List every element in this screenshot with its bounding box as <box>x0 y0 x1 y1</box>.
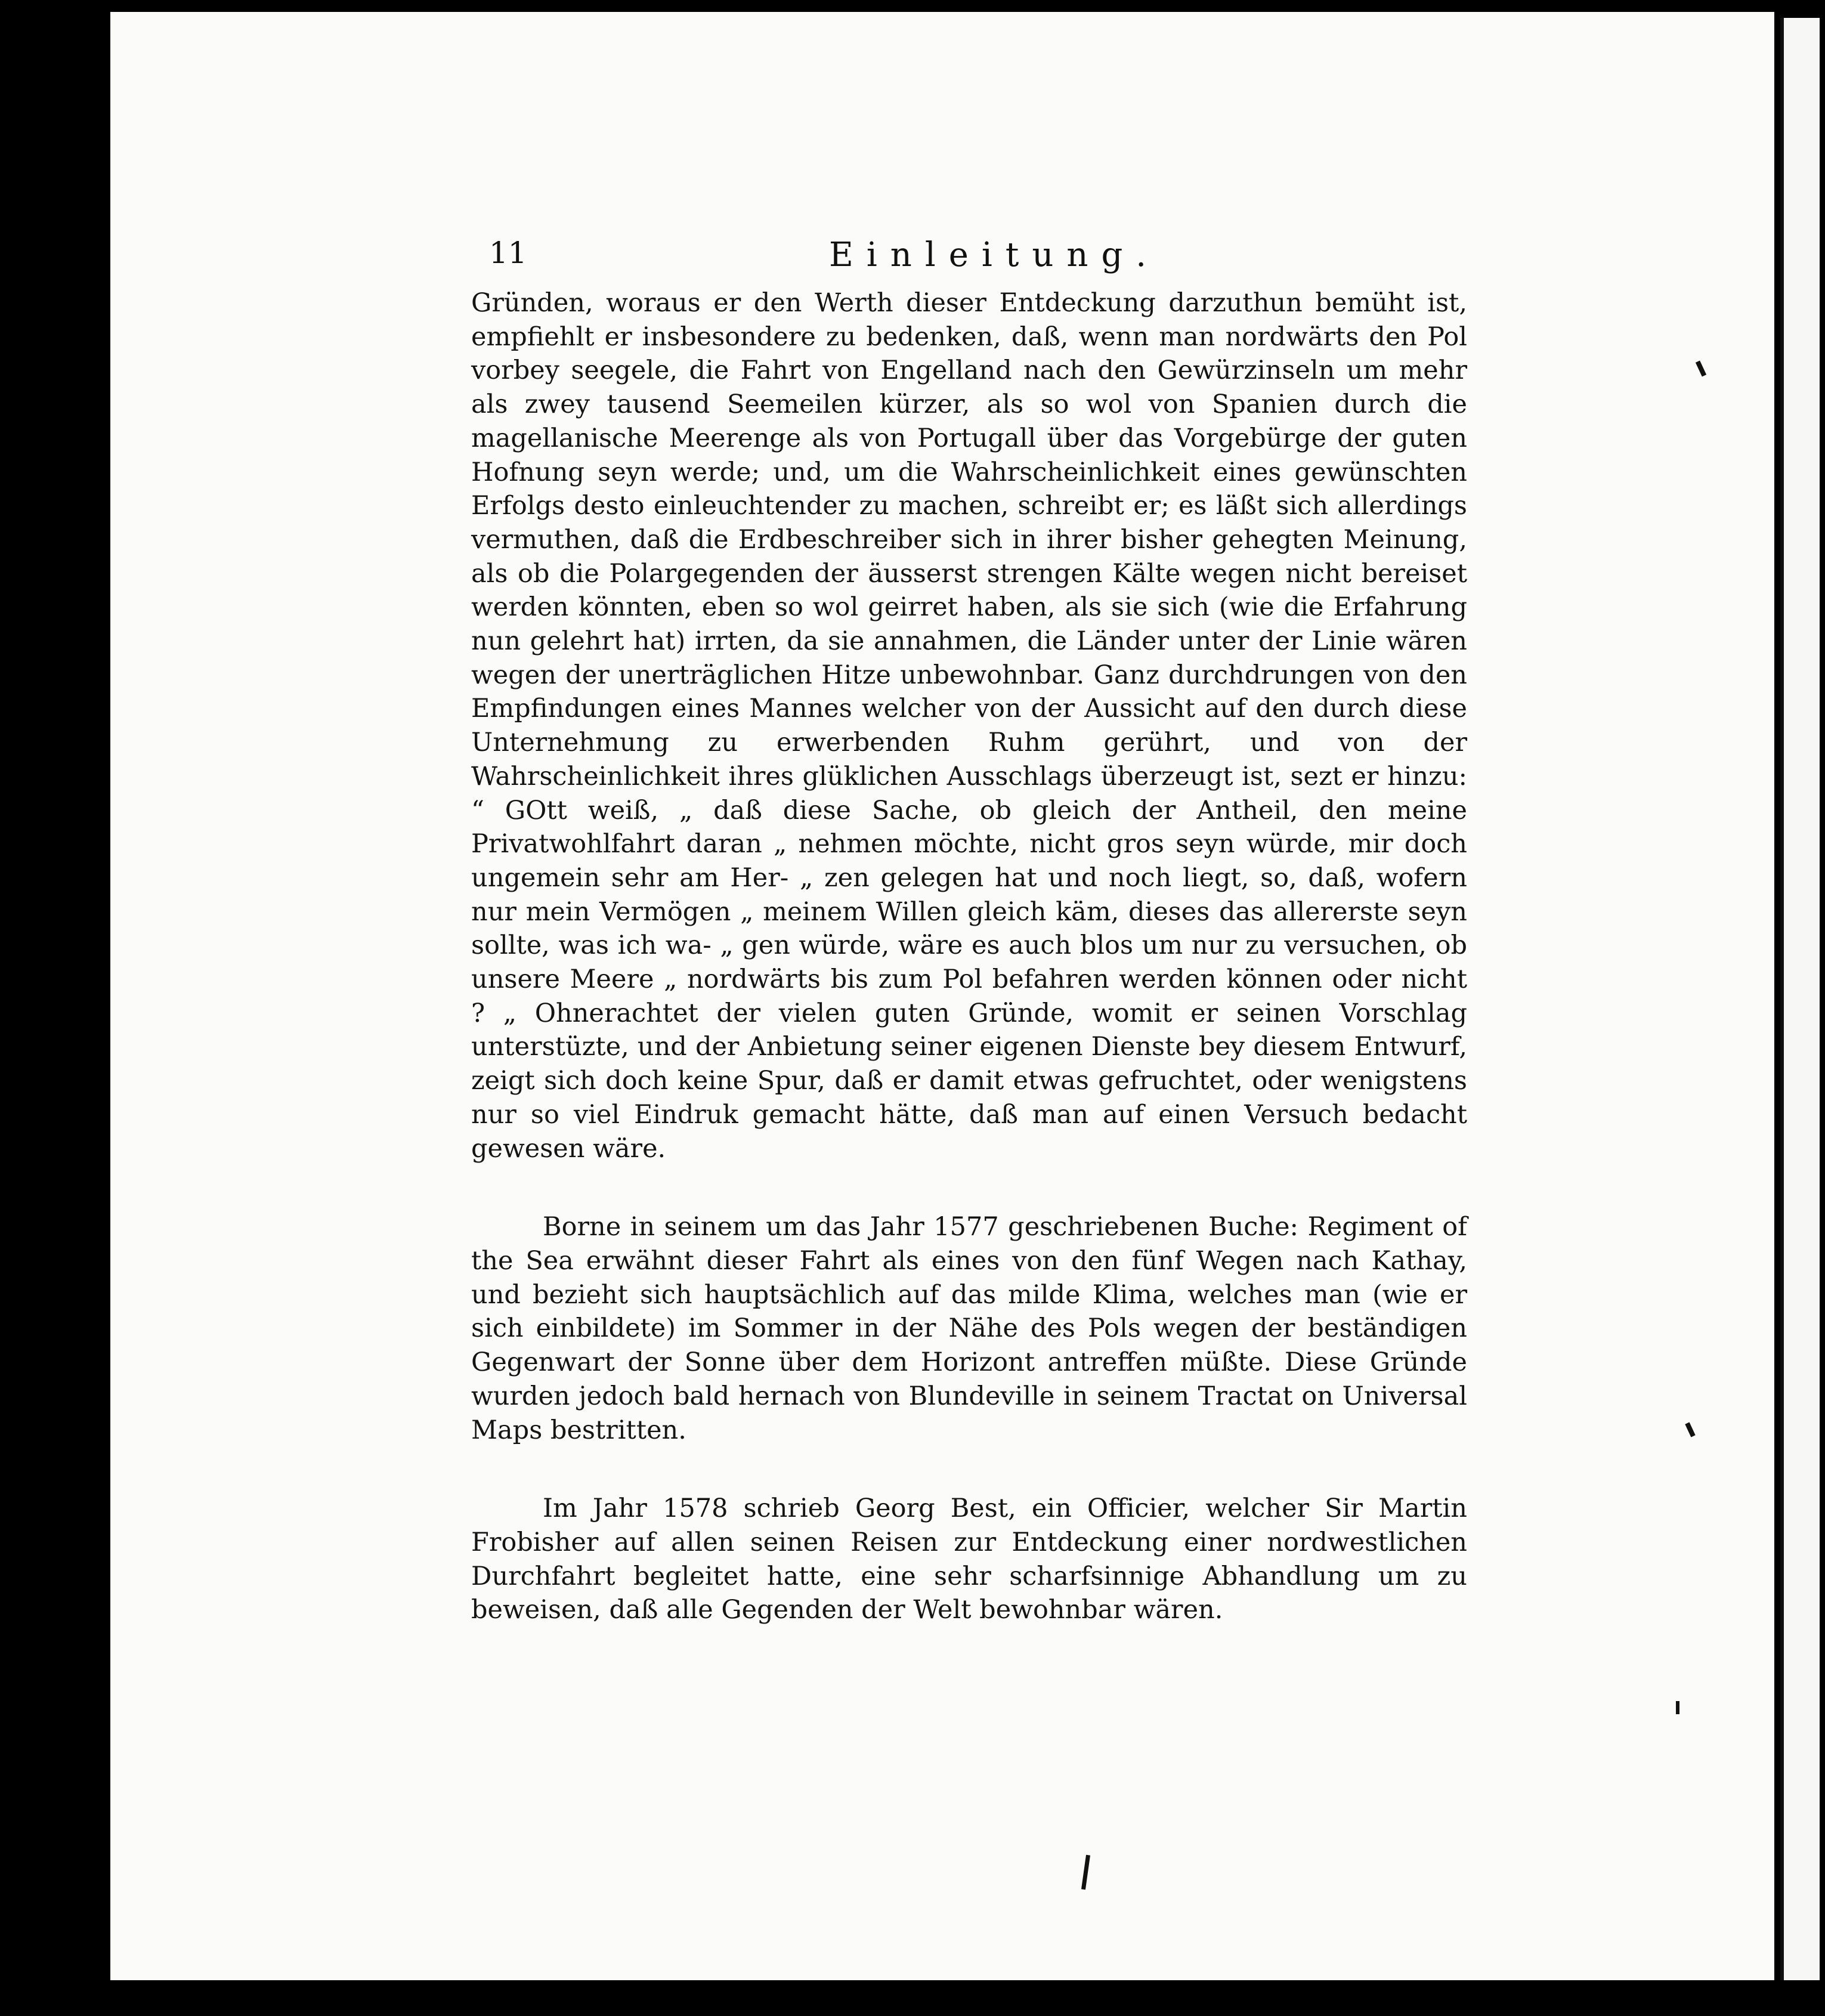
page-header <box>489 236 1467 277</box>
paragraph: Gründen, woraus er den Werth dieser Entdeckung darzuthun bemüht ist, empfiehlt er insbesondere zu bedenken, daß, wenn man nordwärts den Pol vorbey seegele, die Fahrt von Engelland nach den Gewürzinseln um mehr als zwey tausend Seemeilen kürzer, als so wol von Spanien durch die magellanische Meerenge als von Portugall über das Vorgebürge der guten Hofnung seyn werde; und, um die Wahrscheinlichkeit eines gewünschten Erfolgs desto einleuchtender zu machen, schreibt er; es läßt sich allerdings vermuthen, daß die Erdbeschreiber sich in ihrer bisher gehegten Meinung, als ob die Polargegenden der äusserst strengen Kälte wegen nicht bereiset werden könnten, eben so wol geirret haben, als sie sich (wie die Erfahrung nun gelehrt hat) irrten, da sie annahmen, die Länder unter der Linie wären wegen der unerträglichen Hitze unbewohnbar. Ganz durchdrungen von den Empfindungen eines Mannes welcher von der Aussicht auf den durch diese Unternehmung zu erwerbenden Ruhm gerührt, und von der Wahrscheinlichkeit ihres glüklichen Ausschlags überzeugt ist, sezt er hinzu: “ GOtt weiß, „ daß diese Sache, ob gleich der Antheil, den meine Privatwohlfahrt daran „ nehmen möchte, nicht gros seyn würde, mir doch ungemein sehr am Her- „ zen gelegen hat und noch liegt, so, daß, wofern nur mein Vermögen „ meinem Willen gleich käm, dieses das allererste seyn sollte, was ich wa- „ gen würde, wäre es auch blos um nur zu versuchen, ob unsere Meere „ nordwärts bis zum Pol befahren werden können oder nicht ? „ Ohnerachtet der vielen guten Gründe, womit er seinen Vorschlag unterstüzte, und der Anbietung seiner eigenen Dienste bey diesem Entwurf, zeigt sich doch keine Spur, daß er damit etwas gefruchtet, oder wenigstens nur so viel Eindruk gemacht hätte, daß man auf einen Versuch bedacht gewesen wäre. <box>471 288 1467 1164</box>
running-title: Einleitung. <box>829 236 1160 274</box>
body-text <box>471 286 1467 1672</box>
paragraph: Borne in seinem um das Jahr 1577 geschriebenen Buche: Regiment of the Sea erwähnt dieser Fahrt als eines von den fünf Wegen nach Kathay, und bezieht sich hauptsächlich auf das milde Klima, welches man (wie er sich einbildete) im Sommer in der Nähe des Pols wegen der beständigen Gegenwart der Sonne über dem Horizont antreffen müßte. Diese Gründe wurden jedoch bald hernach von Blundeville in seinem Tractat on Universal Maps bestritten. <box>471 1212 1467 1445</box>
facing-page-edge <box>1780 18 1820 1980</box>
scan-mark <box>1676 1701 1679 1714</box>
scan-border <box>110 1980 1816 2016</box>
paragraph: Im Jahr 1578 schrieb Georg Best, ein Officier, welcher Sir Martin Frobisher auf allen seinen Reisen zur Entdeckung einer nordwestlichen Durchfahrt begleitet hatte, eine sehr scharfsinnige Abhandlung um zu beweisen, daß alle Gegenden der Welt bewohnbar wären. <box>471 1494 1467 1625</box>
page-number: 11 <box>489 236 527 270</box>
